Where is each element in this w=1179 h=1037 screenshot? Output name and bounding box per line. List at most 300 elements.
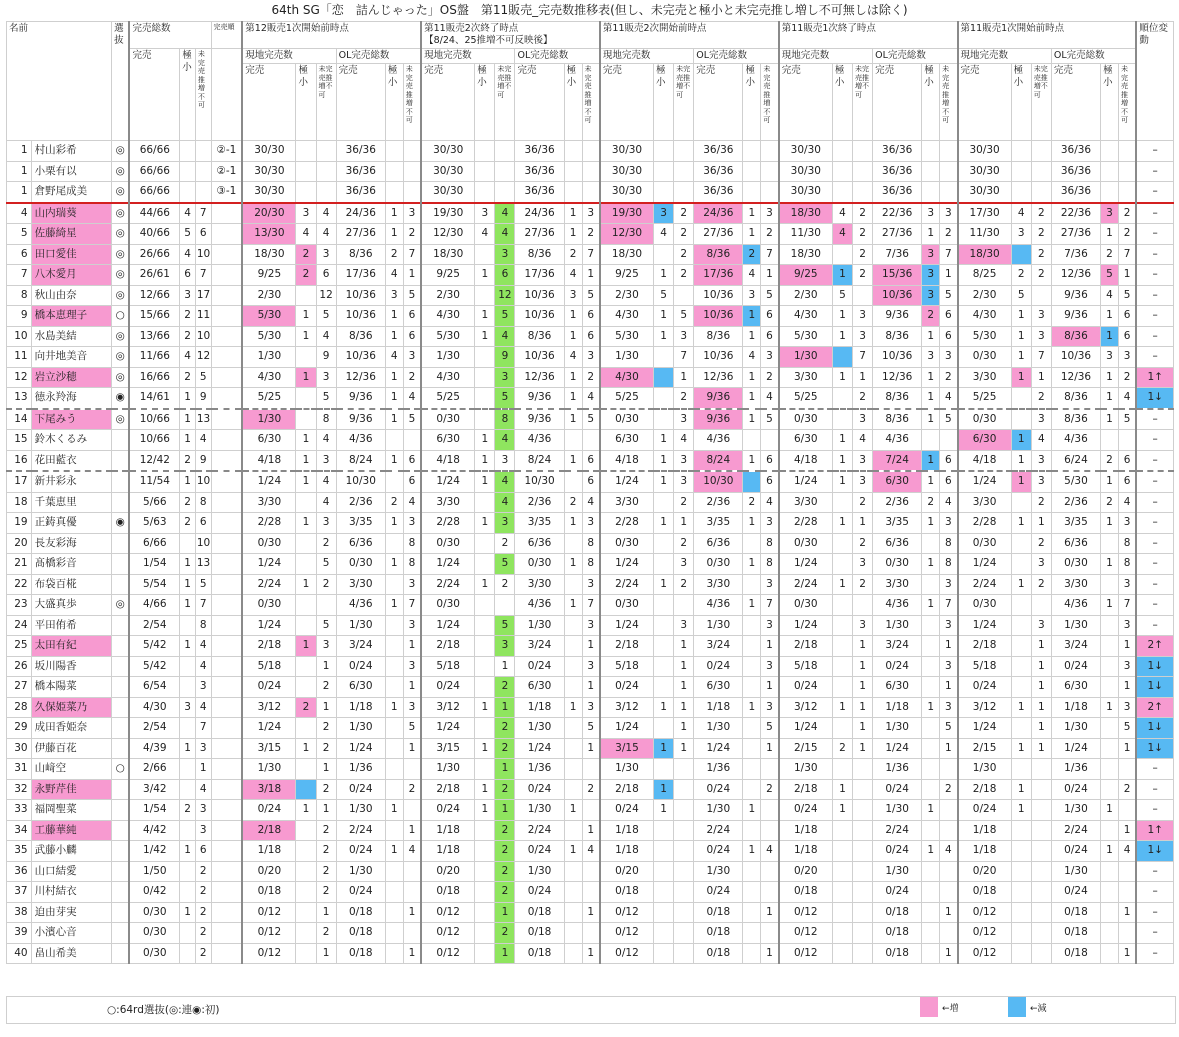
period-4-value: 2/15 [779, 738, 833, 759]
period-3-value: 1/24 [694, 738, 743, 759]
sold-order [211, 285, 242, 306]
period-1-value [296, 861, 316, 882]
selection-mark [112, 430, 130, 451]
period-3-value: 0/20 [600, 861, 654, 882]
rank-number: 12 [7, 367, 32, 388]
period-2-value: 3 [582, 574, 600, 595]
period-1-value: 10/30 [336, 471, 385, 492]
header-mikan: 未完売推増不可 [1031, 64, 1051, 141]
total-mikan: 10 [195, 326, 211, 347]
period-2-value: 0/24 [515, 656, 564, 677]
period-2-value: 0/18 [515, 923, 564, 944]
period-2-value: 1 [495, 656, 515, 677]
period-5-value: 2 [1118, 779, 1136, 800]
period-2-value: 2 [495, 738, 515, 759]
sold-order [211, 513, 242, 534]
period-5-value: 2 [1031, 244, 1051, 265]
sold-order: ②-1 [211, 141, 242, 162]
total-kyoku: 6 [180, 265, 196, 286]
period-1-value: 1 [385, 800, 403, 821]
header-genchi: 現地完売数 [958, 49, 1052, 64]
total-kyoku: 1 [180, 574, 196, 595]
member-name: 橋本陽菜 [31, 677, 111, 698]
period-5-value: 1 [1101, 595, 1119, 616]
member-name: 新井彩永 [31, 471, 111, 492]
period-4-value: 1/18 [873, 697, 922, 718]
period-3-value: 0/12 [600, 943, 654, 964]
rank-number: 36 [7, 861, 32, 882]
period-2-value [564, 718, 582, 739]
total-kyoku: 1 [180, 738, 196, 759]
period-2-value: 4 [582, 388, 600, 409]
period-5-value: 5/30 [958, 326, 1012, 347]
period-3-value: 1 [654, 430, 674, 451]
period-5-value: 8/36 [1051, 388, 1100, 409]
period-5-value: 3/30 [958, 492, 1012, 513]
period-5-value: 27/36 [1051, 224, 1100, 245]
period-4-value: 2 [852, 224, 872, 245]
period-1-value: 0/18 [336, 943, 385, 964]
period-4-value: 15/36 [873, 265, 922, 286]
period-4-value: 10/36 [873, 347, 922, 368]
period-2-value [564, 471, 582, 492]
period-3-value: 9/36 [694, 409, 743, 430]
period-4-value [922, 902, 940, 923]
period-5-value: 1 [1011, 697, 1031, 718]
period-3-value: 3 [674, 554, 694, 575]
period-1-value: 3/18 [242, 779, 296, 800]
period-2-value [495, 595, 515, 616]
header-kanbai: 完売 [694, 64, 743, 141]
rank-number: 18 [7, 492, 32, 513]
period-2-value: 3 [475, 203, 495, 224]
period-4-value: 0/24 [873, 841, 922, 862]
period-4-value: 0/24 [873, 779, 922, 800]
total-sold: 66/66 [129, 161, 179, 182]
period-3-value [761, 141, 779, 162]
member-name: 成田香姫奈 [31, 718, 111, 739]
selection-mark [112, 450, 130, 471]
period-4-value: 3 [940, 615, 958, 636]
period-5-value [1011, 861, 1031, 882]
total-mikan: 13 [195, 554, 211, 575]
period-4-value: 27/36 [873, 224, 922, 245]
period-5-value: 7/36 [1051, 244, 1100, 265]
period-3-value: 0/30 [694, 554, 743, 575]
period-2-value: 5 [495, 554, 515, 575]
period-2-value: 5 [495, 306, 515, 327]
period-3-value: 1 [654, 800, 674, 821]
header-kyoku: 極小 [385, 64, 403, 141]
period-3-value: 5/18 [600, 656, 654, 677]
period-1-value: 6 [316, 265, 336, 286]
period-1-value: 5 [403, 285, 421, 306]
period-1-value: 6/36 [336, 533, 385, 554]
period-4-value: 1 [832, 471, 852, 492]
period-3-value: 10/30 [694, 471, 743, 492]
header-mikan: 未完売推増不可 [495, 64, 515, 141]
period-1-value: 1 [385, 554, 403, 575]
period-1-value [403, 759, 421, 780]
period-2-value [582, 882, 600, 903]
period-5-value [1101, 141, 1119, 162]
period-2-value: 6 [495, 265, 515, 286]
period-2-value: 0/24 [515, 779, 564, 800]
header-rank-change: 順位変動 [1136, 22, 1173, 141]
header-period-1: 第12販売1次開始前時点 [242, 22, 421, 49]
total-mikan [195, 161, 211, 182]
period-1-value: 2 [385, 244, 403, 265]
rank-number: 21 [7, 554, 32, 575]
period-5-value: 4/36 [1051, 595, 1100, 616]
period-4-value: 3 [852, 615, 872, 636]
period-1-value [385, 430, 403, 451]
period-5-value [1011, 595, 1031, 616]
period-3-value: 1 [761, 738, 779, 759]
rank-change: – [1136, 141, 1173, 162]
period-3-value: 6 [761, 471, 779, 492]
period-1-value: 4/18 [242, 450, 296, 471]
period-2-value: 5 [582, 409, 600, 430]
period-3-value [674, 285, 694, 306]
rank-change: – [1136, 861, 1173, 882]
period-4-value: 4/18 [779, 450, 833, 471]
period-2-value: 3 [582, 203, 600, 224]
header-period-3: 第11販売2次開始前時点 [600, 22, 779, 49]
member-name: 正鋳真優 [31, 513, 111, 534]
period-4-value: 2 [852, 203, 872, 224]
period-5-value: 3 [1031, 326, 1051, 347]
total-kyoku [180, 759, 196, 780]
period-3-value [743, 718, 761, 739]
sold-order [211, 718, 242, 739]
total-mikan: 12 [195, 347, 211, 368]
period-4-value [832, 161, 852, 182]
period-2-value: 6 [582, 450, 600, 471]
period-5-value: 0/24 [1051, 656, 1100, 677]
period-4-value [832, 636, 852, 657]
period-5-value: 1 [1118, 902, 1136, 923]
period-3-value: 1/30 [600, 759, 654, 780]
selection-mark [112, 656, 130, 677]
period-3-value: 0/24 [600, 800, 654, 821]
period-1-value: 4/36 [336, 595, 385, 616]
period-5-value: 2/28 [958, 513, 1012, 534]
period-5-value: 4/36 [1051, 430, 1100, 451]
period-1-value: 4 [316, 203, 336, 224]
period-2-value: 0/24 [515, 882, 564, 903]
total-sold: 12/42 [129, 450, 179, 471]
period-1-value [296, 718, 316, 739]
period-2-value: 4 [475, 224, 495, 245]
period-1-value: 1 [316, 902, 336, 923]
period-5-value: 0/30 [1051, 554, 1100, 575]
period-3-value [743, 738, 761, 759]
period-3-value: 1 [761, 677, 779, 698]
period-3-value: 1 [743, 697, 761, 718]
period-4-value: 1 [922, 513, 940, 534]
period-1-value [403, 882, 421, 903]
period-4-value: 2/30 [779, 285, 833, 306]
period-4-value: 1 [940, 943, 958, 964]
total-kyoku [180, 615, 196, 636]
table-row [7, 841, 1174, 862]
period-5-value [1031, 902, 1051, 923]
selection-mark: ○ [112, 306, 130, 327]
period-4-value: 36/36 [873, 182, 922, 203]
period-5-value: 0/12 [958, 943, 1012, 964]
sold-order [211, 779, 242, 800]
period-1-value [385, 820, 403, 841]
period-3-value: 2 [674, 244, 694, 265]
period-3-value: 8/24 [694, 450, 743, 471]
period-4-value [832, 902, 852, 923]
period-4-value: 0/18 [873, 923, 922, 944]
period-4-value: 3/30 [873, 574, 922, 595]
period-4-value: 4 [832, 203, 852, 224]
period-4-value [922, 636, 940, 657]
table-row [7, 718, 1174, 739]
rank-change: – [1136, 554, 1173, 575]
sold-order: ②-1 [211, 161, 242, 182]
period-2-value: 0/12 [421, 943, 475, 964]
total-mikan: 3 [195, 677, 211, 698]
total-mikan: 7 [195, 203, 211, 224]
selection-mark [112, 779, 130, 800]
total-kyoku: 1 [180, 595, 196, 616]
period-3-value: 2 [761, 367, 779, 388]
period-5-value: 2 [1118, 203, 1136, 224]
period-5-value: 1/30 [1051, 861, 1100, 882]
period-2-value: 4 [495, 224, 515, 245]
member-name: 畠山希美 [31, 943, 111, 964]
period-4-value: 3 [940, 513, 958, 534]
header-mikan: 未完売推増不可 [761, 64, 779, 141]
period-1-value [296, 533, 316, 554]
period-1-value: 2/28 [242, 513, 296, 534]
period-2-value: 1 [495, 759, 515, 780]
period-4-value: 2 [922, 306, 940, 327]
period-1-value: 0/18 [242, 882, 296, 903]
period-1-value: 2 [316, 820, 336, 841]
period-4-value [922, 615, 940, 636]
period-2-value: 2 [564, 492, 582, 513]
rank-change: 1↓ [1136, 677, 1173, 698]
rank-change: – [1136, 409, 1173, 430]
period-5-value: 2 [1101, 244, 1119, 265]
total-mikan: 7 [195, 595, 211, 616]
member-name: 秋山由奈 [31, 285, 111, 306]
period-3-value: 0/24 [694, 841, 743, 862]
period-3-value: 19/30 [600, 203, 654, 224]
period-5-value: 4 [1118, 841, 1136, 862]
period-1-value: 8/36 [336, 244, 385, 265]
period-3-value: 6 [761, 306, 779, 327]
member-name: 長友彩海 [31, 533, 111, 554]
period-2-value: 2/30 [421, 285, 475, 306]
increase-legend-label: ←増 [942, 1004, 959, 1014]
period-1-value: 2/36 [336, 492, 385, 513]
sold-order [211, 800, 242, 821]
period-5-value: 1 [1118, 636, 1136, 657]
period-4-value: 5 [940, 285, 958, 306]
period-5-value: 3 [1031, 471, 1051, 492]
period-3-value [654, 554, 674, 575]
period-2-value [564, 943, 582, 964]
period-1-value: 9 [316, 347, 336, 368]
period-4-value [832, 759, 852, 780]
period-1-value: 1 [403, 677, 421, 698]
period-1-value: 2/18 [242, 636, 296, 657]
period-2-value: 3 [564, 285, 582, 306]
period-4-value: 1 [922, 388, 940, 409]
total-kyoku: 2 [180, 306, 196, 327]
table-row [7, 902, 1174, 923]
table-row [7, 492, 1174, 513]
period-1-value [403, 182, 421, 203]
rank-number: 38 [7, 902, 32, 923]
period-4-value: 0/18 [873, 943, 922, 964]
period-2-value: 1/18 [421, 820, 475, 841]
selection-mark [112, 574, 130, 595]
period-3-value: 1 [674, 697, 694, 718]
period-4-value: 3 [852, 471, 872, 492]
period-4-value: 5/18 [779, 656, 833, 677]
period-2-value [564, 677, 582, 698]
total-kyoku: 3 [180, 697, 196, 718]
period-3-value: 1 [674, 738, 694, 759]
period-5-value: 11/30 [958, 224, 1012, 245]
selection-mark [112, 923, 130, 944]
period-1-value: 1/24 [242, 718, 296, 739]
period-4-value: 1 [922, 595, 940, 616]
period-3-value: 4 [761, 841, 779, 862]
period-5-value: 0/20 [958, 861, 1012, 882]
period-2-value: 1 [475, 430, 495, 451]
period-3-value: 2 [674, 224, 694, 245]
period-4-value: 3 [922, 285, 940, 306]
period-4-value: 1/30 [779, 759, 833, 780]
decrease-legend-label: ←減 [1030, 1004, 1047, 1014]
sold-order [211, 554, 242, 575]
period-4-value: 8 [940, 533, 958, 554]
period-1-value [296, 182, 316, 203]
period-3-value: 2 [674, 203, 694, 224]
period-5-value: 6/30 [1051, 677, 1100, 698]
period-4-value [922, 943, 940, 964]
period-5-value: 1/30 [1051, 718, 1100, 739]
header-kanbai: 完売 [421, 64, 475, 141]
period-4-value: 8/36 [873, 388, 922, 409]
period-5-value: 3 [1118, 347, 1136, 368]
table-row [7, 513, 1174, 534]
period-3-value: 1 [743, 388, 761, 409]
period-1-value: 4 [385, 265, 403, 286]
period-3-value: 24/36 [694, 203, 743, 224]
period-3-value: 1/24 [600, 471, 654, 492]
period-3-value [654, 841, 674, 862]
period-2-value [564, 430, 582, 451]
period-3-value: 3 [674, 409, 694, 430]
sold-order [211, 533, 242, 554]
header-kanbai: 完売 [873, 64, 922, 141]
period-5-value: 2/36 [1051, 492, 1100, 513]
period-5-value: 4 [1118, 388, 1136, 409]
period-1-value: 1 [316, 800, 336, 821]
period-4-value: 3 [922, 203, 940, 224]
period-3-value: 4/30 [600, 306, 654, 327]
header-kyoku: 極小 [832, 64, 852, 141]
period-2-value [495, 161, 515, 182]
period-4-value: 1/18 [779, 841, 833, 862]
period-1-value: 1 [296, 513, 316, 534]
period-2-value [564, 902, 582, 923]
period-2-value: 3 [582, 347, 600, 368]
period-4-value: 1 [832, 430, 852, 451]
sold-order [211, 882, 242, 903]
total-kyoku [180, 861, 196, 882]
period-3-value [674, 759, 694, 780]
period-3-value: 0/30 [600, 409, 654, 430]
period-4-value: 8/36 [873, 409, 922, 430]
period-5-value: 4/18 [958, 450, 1012, 471]
period-2-value: 1 [564, 203, 582, 224]
period-1-value: 2/30 [242, 285, 296, 306]
total-mikan: 4 [195, 636, 211, 657]
period-3-value: 30/30 [600, 161, 654, 182]
period-3-value [654, 615, 674, 636]
period-2-value: 1/36 [515, 759, 564, 780]
period-1-value: 9/36 [336, 388, 385, 409]
period-1-value: 6/30 [336, 677, 385, 698]
period-5-value: 1 [1118, 265, 1136, 286]
period-3-value: 1/18 [694, 697, 743, 718]
selection-mark: ◉ [112, 513, 130, 534]
period-4-value [832, 533, 852, 554]
member-name: 田口愛佳 [31, 244, 111, 265]
period-3-value: 3/35 [694, 513, 743, 534]
period-3-value: 1 [743, 326, 761, 347]
period-4-value: 1/30 [873, 861, 922, 882]
period-2-value [564, 533, 582, 554]
period-2-value [582, 161, 600, 182]
period-5-value: 5 [1118, 718, 1136, 739]
period-2-value: 36/36 [515, 182, 564, 203]
member-name: 鈴木くるみ [31, 430, 111, 451]
period-3-value: 27/36 [694, 224, 743, 245]
period-3-value: 1/30 [694, 615, 743, 636]
period-3-value: 1/24 [600, 554, 654, 575]
period-1-value [385, 615, 403, 636]
period-3-value: 1 [654, 306, 674, 327]
period-5-value: 2 [1118, 224, 1136, 245]
period-4-value: 3 [940, 656, 958, 677]
period-1-value [296, 943, 316, 964]
period-4-value [832, 388, 852, 409]
period-3-value: 2/18 [600, 636, 654, 657]
period-1-value [403, 161, 421, 182]
period-1-value: 5 [403, 409, 421, 430]
period-4-value: 8/36 [873, 326, 922, 347]
period-5-value: 5 [1101, 265, 1119, 286]
period-5-value [1031, 759, 1051, 780]
period-1-value: 10/36 [336, 347, 385, 368]
header-kyoku: 極小 [743, 64, 761, 141]
period-2-value: 4 [495, 471, 515, 492]
total-mikan: 13 [195, 409, 211, 430]
period-5-value: 8/36 [1051, 326, 1100, 347]
period-5-value: 4/30 [958, 306, 1012, 327]
